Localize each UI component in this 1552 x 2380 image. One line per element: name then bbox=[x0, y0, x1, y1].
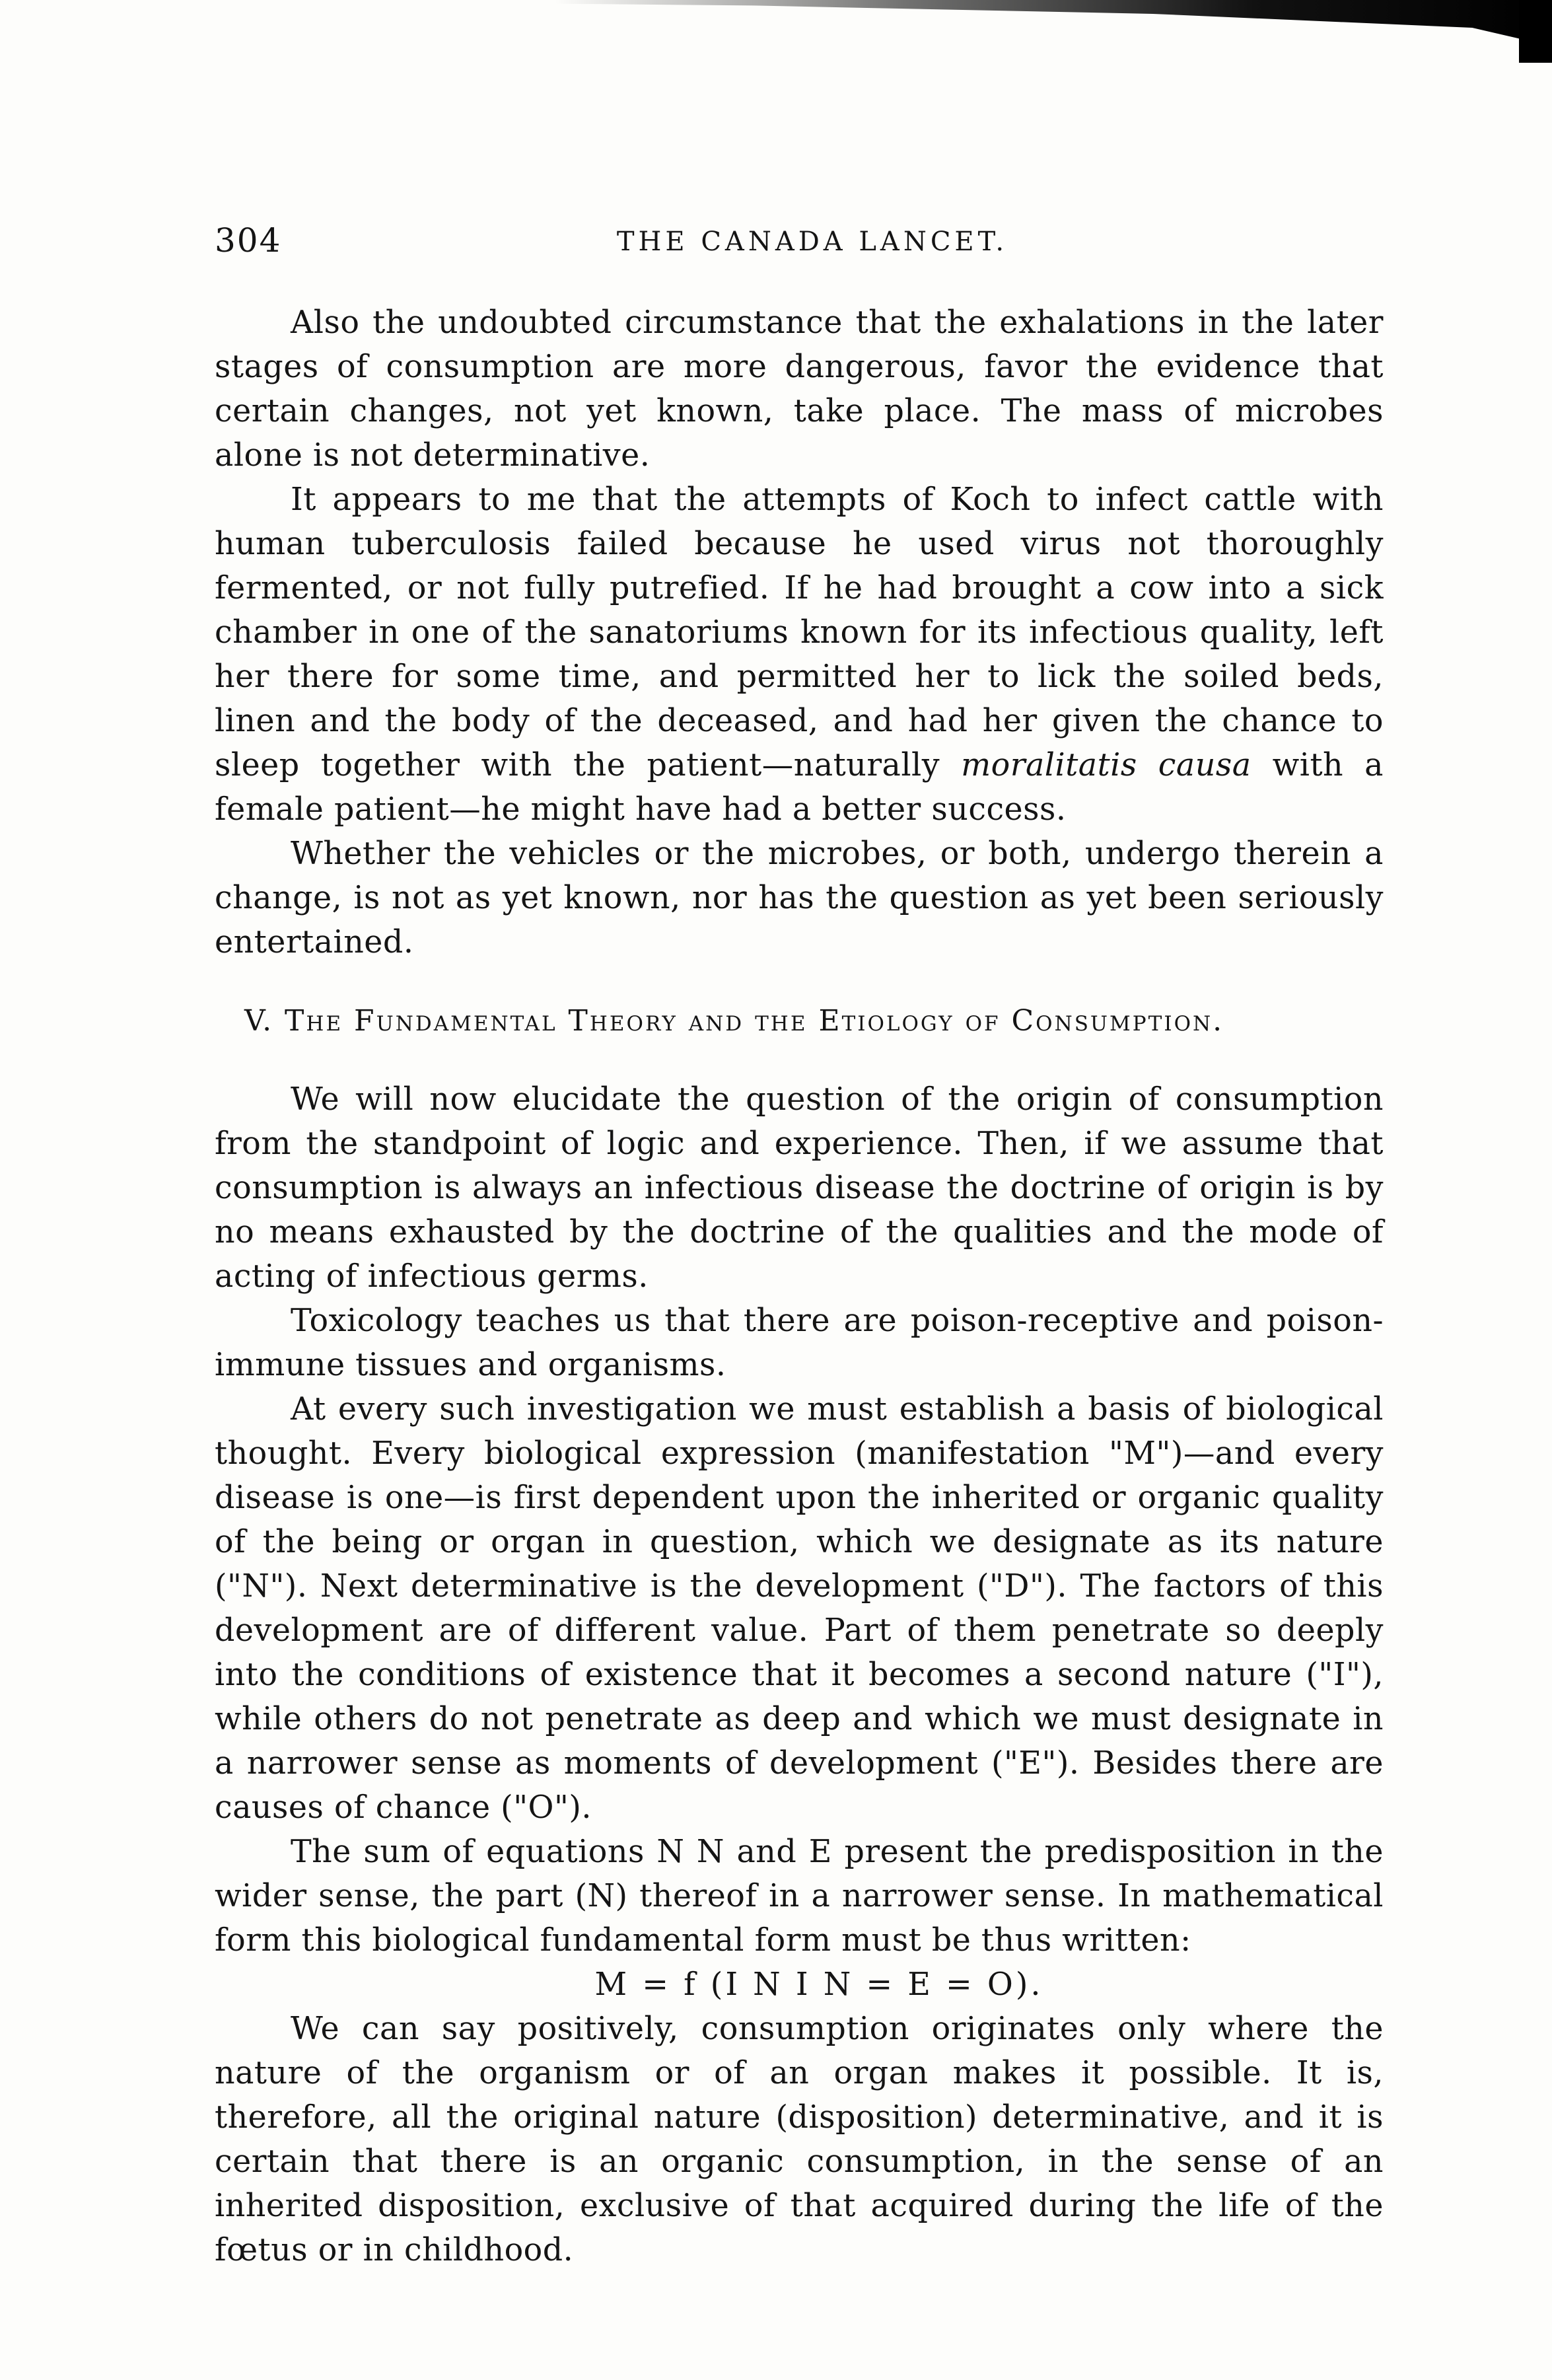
running-title: THE CANADA LANCET. bbox=[616, 227, 1008, 257]
article-body bbox=[215, 301, 1384, 2272]
paragraph bbox=[215, 478, 1384, 832]
paragraph: Whether the vehicles or the microbes, or both, undergo therein a change, is not as yet known, nor has the question as yet been seriously entertained. bbox=[215, 836, 1384, 960]
formula: M = f (I N I N = E = O). bbox=[594, 1966, 1043, 2003]
scan-edge-bar bbox=[1519, 0, 1552, 63]
italic-phrase: moralitatis causa bbox=[961, 747, 1252, 783]
paragraph: We will now elucidate the question of the origin of consumption from the standpoint of logic and experience. Then, if we assume that consumption is always an infectious disease the doctrine of origin is by no means exhausted by the doctrine of the qualities and the mode of acting of infectious germs. bbox=[215, 1081, 1384, 1295]
paragraph: Also the undoubted circumstance that the exhalations in the later stages of consumption are more dangerous, favor the evidence that certain changes, not yet known, take place. The mass of microbes alone is not determinative. bbox=[215, 305, 1384, 474]
paragraph: The sum of equations N N and E present the predisposition in the wider sense, the part (N) thereof in a narrower sense. In mathematical form this biological fundamental form must be thus written: bbox=[215, 1834, 1384, 1959]
section-heading: V. The Fundamental Theory and the Etiology of Consumption. bbox=[244, 1004, 1224, 1038]
paragraph: Toxicology teaches us that there are poison-receptive and poison-immune tissues and organisms. bbox=[215, 1303, 1384, 1383]
paragraph-text: It appears to me that the attempts of Koch to infect cattle with human tuberculosis failed because he used virus not thoroughly fermented, or not fully putrefied. If he had brought a cow into a sick chamber in one of the sanatoriums known for its infectious quality, left her there for some time, and permitted her to lick the soiled beds, linen and the body of the deceased, and had her given the chance to sleep together with the patient—naturally bbox=[215, 482, 1384, 783]
page-header bbox=[215, 221, 1410, 261]
scan-edge-shadow bbox=[555, 0, 1552, 46]
paragraph: We can say positively, consumption originates only where the nature of the organism or of an organ makes it possible. It is, therefore, all the original nature (disposition) determinative, and it is certain that there is an organic consumption, in the sense of an inherited disposition, exclusive of that acquired during the life of the fœtus or in childhood. bbox=[215, 2011, 1384, 2268]
paragraph: At every such investigation we must establish a basis of biological thought. Every biological expression (manifestation "M")—and every disease is one—is first dependent upon the inherited or organic quality of the being or organ in question, which we designate as its nature ("N"). Next determinative is the development ("D"). The factors of this development are of different value. Part of them penetrate so deeply into the conditions of existence that it becomes a second nature ("I"), while others do not penetrate as deep and which we must designate in a narrower sense as moments of development ("E"). Besides there are causes of chance ("O"). bbox=[215, 1391, 1384, 1826]
paragraph-text: with a female patient—he might have had a better success. bbox=[215, 747, 1384, 828]
page-number: 304 bbox=[215, 221, 282, 260]
